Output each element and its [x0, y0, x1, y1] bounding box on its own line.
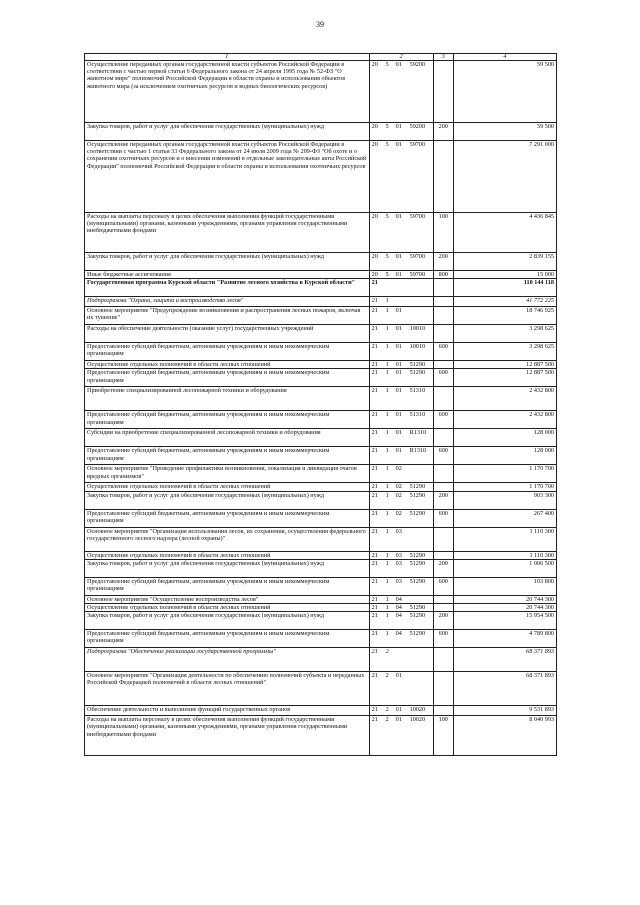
row-amount-cell: 1 110 300: [453, 527, 556, 551]
row-name-cell: Предоставление субсидий бюджетным, автономным учреждениям и иным некоммерческим организациям: [85, 447, 370, 465]
table-row: [85, 612, 557, 630]
code-part-1: 21: [371, 612, 378, 620]
code-part-2: 2: [385, 672, 389, 680]
code-part-2: 1: [385, 411, 389, 419]
table-row: [85, 527, 557, 551]
code-part-3: 01: [395, 61, 402, 68]
row-code-cell: [369, 429, 433, 447]
code-part-2: 1: [385, 559, 389, 567]
code-part-1: 21: [371, 279, 378, 287]
code-part-4: 51290: [409, 559, 426, 567]
row-amount-cell: 68 371 893: [453, 648, 556, 672]
code-part-4: 51310: [409, 411, 426, 419]
row-amount-cell: 1 110 300: [453, 551, 556, 559]
code-part-2: 1: [385, 361, 389, 369]
row-expense-type-cell: [433, 297, 453, 307]
row-name-cell: Осуществление отдельных полномочий в области лесных отношений: [85, 551, 370, 559]
code-part-1: 21: [371, 343, 378, 351]
code-part-4: 10020: [409, 706, 426, 714]
row-amount-cell: 103 800: [453, 577, 556, 595]
code-part-1: 21: [371, 429, 378, 437]
row-expense-type-cell: [433, 465, 453, 483]
code-part-3: 04: [395, 612, 402, 620]
code-part-1: 20: [371, 61, 378, 68]
budget-table: [84, 53, 557, 756]
row-code-cell: [369, 361, 433, 369]
code-part-2: 1: [385, 447, 389, 455]
row-expense-type-cell: 600: [433, 411, 453, 429]
row-expense-type-cell: [433, 141, 453, 213]
code-part-4: R1310: [409, 429, 427, 437]
row-amount-cell: 903 300: [453, 491, 556, 509]
code-part-3: 01: [395, 447, 402, 455]
code-part-2: 1: [385, 369, 389, 377]
code-part-4: 59700: [409, 271, 426, 278]
table-row: [85, 297, 557, 307]
row-expense-type-cell: [433, 307, 453, 325]
row-amount-cell: 128 000: [453, 429, 556, 447]
row-expense-type-cell: [433, 361, 453, 369]
code-part-2: 1: [385, 325, 389, 333]
table-row: [85, 387, 557, 411]
code-part-3: 01: [395, 271, 402, 278]
code-part-3: 04: [395, 595, 402, 603]
row-name-cell: Подпрограмма "Обеспечение реализации государственной программы": [85, 648, 370, 672]
row-expense-type-cell: 200: [433, 491, 453, 509]
row-name-cell: Предоставление субсидий бюджетным, автономным учреждениям и иным некоммерческим организациям: [85, 343, 370, 361]
code-part-4: 51290: [409, 612, 426, 620]
row-name-cell: Закупка товаров, работ и услуг для обеспечения государственных (муниципальных) нужд: [85, 612, 370, 630]
code-part-2: 1: [385, 429, 389, 437]
row-expense-type-cell: 600: [433, 509, 453, 527]
code-part-2: 5: [385, 141, 389, 148]
code-part-4: 59200: [409, 123, 426, 130]
code-part-1: 20: [371, 271, 378, 278]
row-amount-cell: 4 789 800: [453, 630, 556, 648]
row-expense-type-cell: [433, 595, 453, 603]
row-amount-cell: 3 298 625: [453, 325, 556, 343]
code-part-1: 21: [371, 465, 378, 473]
row-name-cell: Закупка товаров, работ и услуг для обеспечения государственных (муниципальных) нужд: [85, 559, 370, 577]
row-name-cell: Расходы на выплаты персоналу в целях обеспечения выполнения функций государственными (муниципальными) органами, казенными учреждениями, органами управления государственными внебюджетными фондами: [85, 213, 370, 253]
code-part-2: 1: [385, 387, 389, 395]
code-part-3: 01: [395, 429, 402, 437]
code-part-2: 1: [385, 612, 389, 620]
row-amount-cell: 110 144 118: [453, 279, 556, 297]
code-part-3: 01: [395, 307, 402, 315]
code-part-3: 03: [395, 527, 402, 535]
code-part-2: 5: [385, 253, 389, 260]
code-part-1: 21: [371, 630, 378, 638]
row-name-cell: Государственная программа Курской области "Развитие лесного хозяйства в Курской области": [85, 279, 370, 297]
row-code-cell: [369, 483, 433, 491]
code-part-2: 1: [385, 604, 389, 612]
code-part-3: 02: [395, 509, 402, 517]
table-row: [85, 672, 557, 706]
row-code-cell: [369, 307, 433, 325]
code-part-2: 5: [385, 123, 389, 130]
code-part-2: 1: [385, 527, 389, 535]
row-expense-type-cell: [433, 706, 453, 716]
code-part-1: 21: [371, 509, 378, 517]
row-expense-type-cell: [433, 61, 453, 123]
table-row: [85, 595, 557, 603]
table-row: [85, 271, 557, 279]
table-row: [85, 325, 557, 343]
row-code-cell: [369, 577, 433, 595]
row-name-cell: Предоставление субсидий бюджетным, автономным учреждениям и иным некоммерческим организациям: [85, 509, 370, 527]
row-code-cell: [369, 297, 433, 307]
code-part-2: 1: [385, 577, 389, 585]
row-name-cell: Предоставление субсидий бюджетным, автономным учреждениям и иным некоммерческим организациям: [85, 630, 370, 648]
row-expense-type-cell: 600: [433, 369, 453, 387]
code-part-2: 2: [385, 648, 389, 656]
table-row: [85, 123, 557, 141]
code-part-4: 51290: [409, 509, 426, 517]
code-part-1: 21: [371, 604, 378, 612]
row-code-cell: [369, 325, 433, 343]
row-name-cell: Основное мероприятие "Организация использования лесов, их сохранения, осуществления федерального государственного лесного надзора (лесной охраны)": [85, 527, 370, 551]
code-part-4: 51290: [409, 577, 426, 585]
table-row: [85, 630, 557, 648]
code-part-3: 01: [395, 706, 402, 714]
row-name-cell: Предоставление субсидий бюджетным, автономным учреждениям и иным некоммерческим организациям: [85, 577, 370, 595]
table-row: [85, 369, 557, 387]
table-row: [85, 213, 557, 253]
code-part-4: 59700: [409, 213, 426, 220]
row-expense-type-cell: 200: [433, 253, 453, 271]
code-part-2: 1: [385, 483, 389, 491]
code-part-1: 21: [371, 648, 378, 656]
row-code-cell: [369, 465, 433, 483]
row-name-cell: Обеспечение деятельности и выполнение функций государственных органов: [85, 706, 370, 716]
table-row: [85, 491, 557, 509]
table-row: [85, 509, 557, 527]
code-part-4: 59700: [409, 253, 426, 260]
row-amount-cell: 12 887 500: [453, 369, 556, 387]
table-row: [85, 279, 557, 297]
code-part-1: 20: [371, 141, 378, 148]
row-name-cell: Основное мероприятие "Осуществление воспроизводства лесов": [85, 595, 370, 603]
row-amount-cell: 1 170 700: [453, 465, 556, 483]
code-part-2: 5: [385, 61, 389, 68]
row-amount-cell: 8 040 993: [453, 716, 556, 756]
row-code-cell: [369, 253, 433, 271]
code-part-3: 01: [395, 369, 402, 377]
row-code-cell: [369, 123, 433, 141]
row-amount-cell: 1 006 500: [453, 559, 556, 577]
code-part-1: 20: [371, 253, 378, 260]
code-part-4: 51310: [409, 387, 426, 395]
row-expense-type-cell: 600: [433, 343, 453, 361]
row-amount-cell: 267 400: [453, 509, 556, 527]
table-row: [85, 465, 557, 483]
code-part-2: 1: [385, 491, 389, 499]
code-part-4: R1310: [409, 447, 427, 455]
table-row: [85, 429, 557, 447]
header-col-3: 3: [433, 54, 453, 61]
code-part-4: 10010: [409, 325, 426, 333]
code-part-2: 1: [385, 595, 389, 603]
row-name-cell: Расходы на обеспечение деятельности (оказание услуг) государственных учреждений: [85, 325, 370, 343]
code-part-1: 21: [371, 447, 378, 455]
table-row: [85, 577, 557, 595]
row-name-cell: Подпрограмма "Охрана, защита и воспроизводство лесов": [85, 297, 370, 307]
row-amount-cell: 12 887 500: [453, 361, 556, 369]
code-part-3: 02: [395, 491, 402, 499]
row-name-cell: Предоставление субсидий бюджетным, автономным учреждениям и иным некоммерческим организациям: [85, 411, 370, 429]
code-part-2: 2: [385, 716, 389, 724]
row-code-cell: [369, 551, 433, 559]
table-row: [85, 559, 557, 577]
row-expense-type-cell: [433, 325, 453, 343]
table-row: [85, 361, 557, 369]
code-part-1: 21: [371, 706, 378, 714]
code-part-3: 01: [395, 387, 402, 395]
row-expense-type-cell: 100: [433, 213, 453, 253]
code-part-3: 02: [395, 483, 402, 491]
row-code-cell: [369, 716, 433, 756]
row-code-cell: [369, 509, 433, 527]
table-row: [85, 483, 557, 491]
row-name-cell: Закупка товаров, работ и услуг для обеспечения государственных (муниципальных) нужд: [85, 491, 370, 509]
row-code-cell: [369, 61, 433, 123]
row-code-cell: [369, 706, 433, 716]
row-expense-type-cell: [433, 604, 453, 612]
row-expense-type-cell: [433, 527, 453, 551]
row-name-cell: Основное мероприятие "Проведение профилактики возникновения, локализация и ликвидация очагов вредных организмов": [85, 465, 370, 483]
code-part-4: 10020: [409, 716, 426, 724]
row-name-cell: Осуществление переданных органам государственной власти субъектов Российской Федерации в соответствии с частью 1 статьи 33 Федерального закона от 24 июля 2009 года № 209-ФЗ "Об охоте и о сохранении охотничьих ресурсов и о внесении изменений в отдельные законодательные акты Российской Федерации" полномочий Российской Федерации в области охраны и использования охотничьих ресурсов: [85, 141, 370, 213]
row-expense-type-cell: [433, 648, 453, 672]
row-code-cell: [369, 612, 433, 630]
row-name-cell: Осуществление отдельных полномочий в области лесных отношений: [85, 361, 370, 369]
row-code-cell: [369, 527, 433, 551]
table-header-row: [85, 54, 557, 61]
row-code-cell: [369, 271, 433, 279]
row-amount-cell: 18 746 925: [453, 307, 556, 325]
row-code-cell: [369, 411, 433, 429]
header-col-1: 1: [85, 54, 370, 61]
code-part-3: 01: [395, 672, 402, 680]
row-code-cell: [369, 648, 433, 672]
table-row: [85, 648, 557, 672]
code-part-3: 04: [395, 604, 402, 612]
code-part-3: 01: [395, 325, 402, 333]
table-row: [85, 604, 557, 612]
row-amount-cell: 4 436 845: [453, 213, 556, 253]
row-name-cell: Расходы на выплаты персоналу в целях обеспечения выполнения функций государственными (муниципальными) органами, казенными учреждениями, органами управления государственными внебюджетными фондами: [85, 716, 370, 756]
row-expense-type-cell: [433, 483, 453, 491]
code-part-1: 21: [371, 595, 378, 603]
row-name-cell: Иные бюджетные ассигнования: [85, 271, 370, 279]
code-part-3: 01: [395, 253, 402, 260]
table-row: [85, 253, 557, 271]
code-part-1: 21: [371, 559, 378, 567]
table-row: [85, 141, 557, 213]
table-row: [85, 343, 557, 361]
code-part-3: 03: [395, 551, 402, 559]
row-expense-type-cell: [433, 387, 453, 411]
code-part-1: 21: [371, 387, 378, 395]
table-row: [85, 411, 557, 429]
code-part-2: 5: [385, 271, 389, 278]
row-amount-cell: 3 298 625: [453, 343, 556, 361]
row-amount-cell: 15 954 500: [453, 612, 556, 630]
row-expense-type-cell: [433, 672, 453, 706]
row-code-cell: [369, 559, 433, 577]
code-part-1: 21: [371, 672, 378, 680]
code-part-4: 10010: [409, 343, 426, 351]
code-part-4: 51290: [409, 630, 426, 638]
row-name-cell: Основное мероприятие "Организация деятельности по обеспечению полномочий субъекта и переданных Российской Федерацией полномочий в области лесных отношений": [85, 672, 370, 706]
row-amount-cell: 2 432 800: [453, 411, 556, 429]
code-part-2: 1: [385, 297, 389, 305]
row-name-cell: Осуществление переданных органам государственной власти субъектов Российской Федерации в соответствии с частью первой статьи 6 Федерального закона от 24 апреля 1995 года № 52-ФЗ "О животном мире" полномочий Российской Федерации в области охраны и использования объектов животного мира (за исключением охотничьих ресурсов и водных биологических ресурсов): [85, 61, 370, 123]
row-code-cell: [369, 213, 433, 253]
row-code-cell: [369, 604, 433, 612]
row-name-cell: Приобретение специализированной лесопожарной техники и оборудования: [85, 387, 370, 411]
row-code-cell: [369, 447, 433, 465]
row-expense-type-cell: 100: [433, 716, 453, 756]
code-part-1: 20: [371, 123, 378, 130]
code-part-2: 1: [385, 465, 389, 473]
row-expense-type-cell: [433, 551, 453, 559]
row-expense-type-cell: 600: [433, 447, 453, 465]
code-part-1: 21: [371, 551, 378, 559]
row-code-cell: [369, 387, 433, 411]
code-part-1: 21: [371, 483, 378, 491]
row-amount-cell: 41 772 225: [453, 297, 556, 307]
table-row: [85, 551, 557, 559]
code-part-3: 03: [395, 577, 402, 585]
row-code-cell: [369, 343, 433, 361]
row-amount-cell: 9 531 893: [453, 706, 556, 716]
row-amount-cell: 20 744 300: [453, 595, 556, 603]
code-part-1: 21: [371, 325, 378, 333]
code-part-4: 51290: [409, 551, 426, 559]
code-part-3: 02: [395, 465, 402, 473]
code-part-1: 21: [371, 361, 378, 369]
code-part-4: 51290: [409, 483, 426, 491]
row-name-cell: Основное мероприятие "Предупреждение возникновения и распространения лесных пожаров, включая их тушение": [85, 307, 370, 325]
row-amount-cell: 128 000: [453, 447, 556, 465]
row-amount-cell: 59 500: [453, 61, 556, 123]
code-part-2: 1: [385, 509, 389, 517]
row-amount-cell: 15 000: [453, 271, 556, 279]
table-row: [85, 447, 557, 465]
code-part-1: 21: [371, 716, 378, 724]
code-part-4: 59200: [409, 61, 426, 68]
code-part-4: 51290: [409, 491, 426, 499]
row-name-cell: Предоставление субсидий бюджетным, автономным учреждениям и иным некоммерческим организациям: [85, 369, 370, 387]
code-part-4: 59700: [409, 141, 426, 148]
code-part-3: 01: [395, 343, 402, 351]
table-row: [85, 307, 557, 325]
code-part-4: 51290: [409, 369, 426, 377]
table-row: [85, 706, 557, 716]
row-expense-type-cell: 200: [433, 612, 453, 630]
row-expense-type-cell: 200: [433, 123, 453, 141]
code-part-3: 01: [395, 141, 402, 148]
code-part-2: 2: [385, 706, 389, 714]
row-name-cell: Осуществление отдельных полномочий в области лесных отношений: [85, 483, 370, 491]
code-part-1: 21: [371, 527, 378, 535]
header-col-4: 4: [453, 54, 556, 61]
row-code-cell: [369, 672, 433, 706]
row-code-cell: [369, 279, 433, 297]
code-part-1: 21: [371, 297, 378, 305]
code-part-1: 21: [371, 577, 378, 585]
row-expense-type-cell: [433, 429, 453, 447]
row-amount-cell: 20 744 300: [453, 604, 556, 612]
code-part-1: 21: [371, 491, 378, 499]
row-name-cell: Субсидии на приобретение специализированной лесопожарной техники и оборудования: [85, 429, 370, 447]
code-part-3: 01: [395, 361, 402, 369]
row-expense-type-cell: 600: [433, 577, 453, 595]
code-part-3: 01: [395, 123, 402, 130]
code-part-3: 01: [395, 213, 402, 220]
code-part-4: 51290: [409, 361, 426, 369]
row-code-cell: [369, 595, 433, 603]
code-part-3: 01: [395, 411, 402, 419]
code-part-2: 1: [385, 551, 389, 559]
code-part-1: 21: [371, 307, 378, 315]
code-part-3: 03: [395, 559, 402, 567]
code-part-3: 01: [395, 716, 402, 724]
row-expense-type-cell: 200: [433, 559, 453, 577]
row-expense-type-cell: 600: [433, 630, 453, 648]
row-amount-cell: 59 500: [453, 123, 556, 141]
header-col-2: 2: [369, 54, 433, 61]
code-part-2: 1: [385, 343, 389, 351]
code-part-2: 1: [385, 630, 389, 638]
row-code-cell: [369, 491, 433, 509]
code-part-3: 04: [395, 630, 402, 638]
row-name-cell: Осуществление отдельных полномочий в области лесных отношений: [85, 604, 370, 612]
code-part-1: 21: [371, 411, 378, 419]
row-amount-cell: 7 291 000: [453, 141, 556, 213]
row-expense-type-cell: 800: [433, 271, 453, 279]
row-amount-cell: 2 839 155: [453, 253, 556, 271]
row-amount-cell: 68 371 893: [453, 672, 556, 706]
code-part-2: 5: [385, 213, 389, 220]
code-part-1: 20: [371, 213, 378, 220]
row-name-cell: Закупка товаров, работ и услуг для обеспечения государственных (муниципальных) нужд: [85, 123, 370, 141]
row-name-cell: Закупка товаров, работ и услуг для обеспечения государственных (муниципальных) нужд: [85, 253, 370, 271]
row-amount-cell: 2 432 800: [453, 387, 556, 411]
row-expense-type-cell: [433, 279, 453, 297]
table-row: [85, 61, 557, 123]
code-part-2: 1: [385, 307, 389, 315]
code-part-1: 21: [371, 369, 378, 377]
table-row: [85, 716, 557, 756]
row-amount-cell: 1 170 700: [453, 483, 556, 491]
row-code-cell: [369, 141, 433, 213]
page-number: 39: [316, 20, 324, 29]
row-code-cell: [369, 630, 433, 648]
code-part-4: 51290: [409, 604, 426, 612]
row-code-cell: [369, 369, 433, 387]
